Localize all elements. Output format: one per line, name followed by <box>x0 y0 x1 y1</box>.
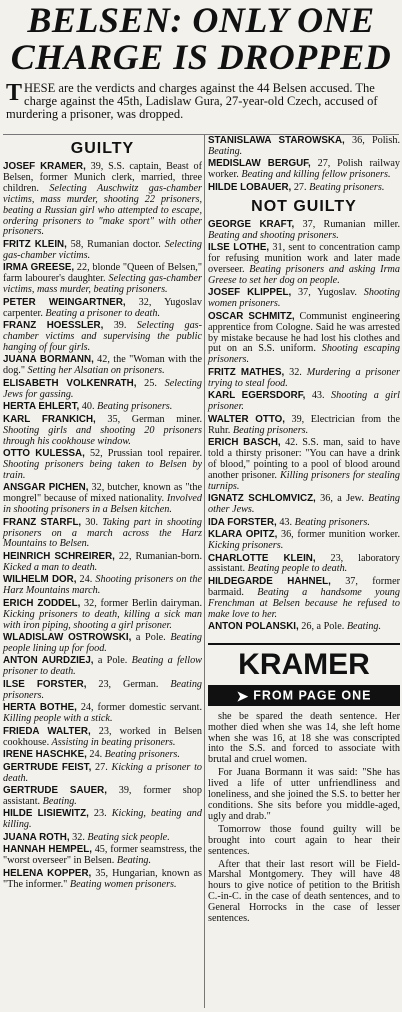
defendant-charge: Beating a handsome young Frenchman at Belsen because he refused to make love to her. <box>208 586 400 620</box>
defendant-entry <box>208 554 400 576</box>
defendant-charge: Beating other Jews. <box>208 493 400 516</box>
defendant-entry <box>208 391 400 413</box>
not-guilty-list <box>208 220 400 633</box>
defendant-charge: Murdering a prisoner trying to steal food. <box>208 366 400 389</box>
defendant-entry <box>3 833 202 844</box>
guilty-list <box>3 162 202 891</box>
defendant-details: 30. <box>81 516 99 528</box>
defendant-entry <box>208 159 400 181</box>
defendant-entry <box>3 240 202 262</box>
defendant-details: 27. <box>291 181 307 193</box>
banner-text: FROM PAGE ONE <box>253 688 372 703</box>
defendant-name: STANISLAWA STAROWSKA, <box>208 135 345 146</box>
defendant-entry <box>3 763 202 785</box>
defendant-name: JUANA ROTH, <box>3 831 70 843</box>
defendant-entry <box>3 869 202 891</box>
guilty-heading: GUILTY <box>70 140 135 157</box>
defendant-charge: Beating. <box>114 855 152 867</box>
defendant-details: 32, butcher, known as "the mongrel" because of mixed nationality. <box>3 482 202 505</box>
defendant-entry <box>208 220 400 242</box>
defendant-charge: Beating. <box>344 621 382 633</box>
defendant-entry <box>3 786 202 808</box>
defendant-charge: Shooting girls and shooting 20 prisoners through his cookhouse window. <box>3 424 202 447</box>
defendant-charge: Beating a fellow prisoner to death. <box>3 655 202 678</box>
defendant-name: FRIEDA WALTER, <box>3 725 91 737</box>
defendant-charge: Beating and killing fellow prisoners. <box>238 169 391 181</box>
defendant-name: KLARA OPITZ, <box>208 529 278 541</box>
defendant-details: 24. <box>86 749 103 761</box>
defendant-charge: Beating. <box>208 145 243 157</box>
article-paragraph: After that their last resort will be Field-Marshal Montgomery. They will have 48 hours to give notice of petition to the British C.-in-C. in the case of death sentences, and to General Horrocks in the case of lesser sentences. <box>208 858 400 925</box>
defendant-details: Communist engineering apprentice from Cologne. Said he was arrested by mistake because he had lost his clothes and put on an S.S. uniform. <box>208 310 400 355</box>
defendant-entry <box>3 575 202 597</box>
defendant-entry <box>3 402 202 413</box>
defendant-details: 24, former domestic servant. <box>76 702 203 714</box>
defendant-entry <box>208 243 400 287</box>
defendant-name: HILDE LISIEWITZ, <box>3 808 89 820</box>
defendant-details: 31, sent to concentration camp for refusing munition work and later made overseer. <box>208 242 400 275</box>
intro-paragraph <box>6 82 398 121</box>
from-page-one-banner <box>208 685 400 706</box>
defendant-entry <box>3 656 202 678</box>
defendant-charge: Kicking a prisoner to death. <box>3 761 203 784</box>
defendant-name: ILSE FORSTER, <box>3 678 87 690</box>
defendant-entry <box>208 518 400 529</box>
defendant-details: 23, laboratory assistant. <box>208 552 400 575</box>
defendant-details: 24. <box>76 574 93 586</box>
article-paragraph: Tomorrow those found guilty will be brought into court again to hear their sentences. <box>208 823 400 857</box>
defendant-details: 36, Polish. <box>344 135 400 146</box>
defendant-details: 40. <box>79 401 95 413</box>
defendant-name: GEORGE KRAFT, <box>208 218 295 230</box>
defendant-charge: Beating prisoners. <box>3 678 203 701</box>
defendant-entry <box>3 483 202 516</box>
defendant-name: GERTRUDE FEIST, <box>3 761 92 773</box>
right-column <box>208 136 400 927</box>
defendant-entry <box>208 288 400 310</box>
column-divider <box>204 134 205 1008</box>
defendant-details: 22, Rumanian-born. <box>114 550 202 562</box>
defendant-entry <box>3 415 202 448</box>
defendant-entry <box>208 530 400 552</box>
defendant-charge: Beating prisoners. <box>102 749 180 761</box>
defendant-name: FRANZ STARFL, <box>3 516 82 528</box>
defendant-entry <box>3 845 202 867</box>
headline-line-2: CHARGE IS DROPPED <box>10 37 392 77</box>
defendant-entry <box>3 703 202 725</box>
defendant-details: 32. <box>284 366 302 378</box>
defendant-name: ILSE LOTHE, <box>208 242 270 254</box>
defendant-charge: Selecting gas-chamber victims and supervising the public hanging of four girls. <box>3 320 203 353</box>
defendant-entry <box>208 136 400 158</box>
defendant-name: HILDEGARDE HAHNEL, <box>208 575 331 587</box>
defendant-entry <box>3 633 202 655</box>
defendant-charge: Killing prisoners for stealing turnips. <box>208 469 400 492</box>
defendant-details: 43. <box>276 516 293 528</box>
defendant-name: ANTON POLANSKI, <box>208 621 299 633</box>
defendant-charge: Taking part in shooting prisoners on a march across the Harz Mountains to Belsen. <box>3 516 202 550</box>
defendant-name: JOSEF KLIPPEL, <box>208 287 292 299</box>
defendant-name: OSCAR SCHMITZ, <box>208 310 295 322</box>
defendant-charge: Kicking prisoners. <box>208 540 284 552</box>
defendant-name: ERICH BASCH, <box>208 437 281 449</box>
defendant-charge: Selecting Jews for gassing. <box>3 377 202 400</box>
defendant-name: FRITZ KLEIN, <box>3 238 67 250</box>
defendant-entry <box>208 312 400 367</box>
defendant-charge: Beating prisoners and asking Irma Greese to set her dog on people. <box>208 263 400 286</box>
defendant-name: ANTON AURDZIEJ, <box>3 655 94 667</box>
defendant-entry <box>3 809 202 831</box>
left-column <box>3 136 202 892</box>
defendant-details: 39, former shop assistant. <box>3 785 202 807</box>
defendant-charge: Beating people lining up for food. <box>3 632 203 654</box>
defendant-details: 37, Yugoslav. <box>291 287 357 299</box>
defendant-name: WALTER OTTO, <box>208 413 286 425</box>
defendant-charge: Beating prisoners. <box>230 424 309 436</box>
defendant-name: MEDISLAW BERGUF, <box>208 158 311 170</box>
defendant-charge: Beating sick people. <box>84 831 170 843</box>
defendant-charge: Shooting prisoners on the Harz Mountains march. <box>3 574 202 597</box>
defendant-details: a Pole. <box>131 632 166 644</box>
defendant-details: 23. <box>88 808 107 820</box>
defendant-details: 42, the "Woman with the dog." <box>3 354 202 377</box>
defendant-charge: Setting her Alsatian on prisoners. <box>25 365 165 377</box>
defendant-name: OTTO KULESSA, <box>3 448 85 459</box>
defendant-charge: Beating prisoners. <box>292 516 370 528</box>
defendant-details: 35, Hungarian, known as "The informer." <box>3 867 202 890</box>
defendant-charge: Beating prisoners. <box>94 401 173 413</box>
defendant-entry <box>3 449 202 482</box>
defendant-entry <box>208 183 400 194</box>
defendant-charge: Selecting gas-chamber victims. <box>3 238 202 261</box>
defendant-charge: Kicking, beating and killing. <box>3 808 202 831</box>
defendant-details: a Pole. <box>93 655 128 667</box>
defendant-name: IGNATZ SCHLOMVICZ, <box>208 493 316 505</box>
defendant-name: PETER WEINGARTNER, <box>3 296 126 308</box>
drop-cap: T <box>6 80 23 106</box>
defendant-entry <box>3 750 202 761</box>
headline-line-1: BELSEN: ONLY ONE <box>27 0 375 40</box>
defendant-name: JUANA BORMANN, <box>3 354 94 366</box>
defendant-name: HEINRICH SCHREIRER, <box>3 550 115 562</box>
defendant-name: ERICH ZODDEL, <box>3 597 81 609</box>
defendant-name: CHARLOTTE KLEIN, <box>208 552 316 564</box>
defendant-details: 52, Prussian tool repairer. <box>84 448 202 459</box>
defendant-details: 37, former barmaid. <box>208 575 400 598</box>
defendant-charge: Beating prisoners. <box>306 181 385 193</box>
defendant-details: 32. <box>69 831 85 843</box>
defendant-details: 26, a Pole. <box>298 621 345 633</box>
defendant-entry <box>208 494 400 516</box>
defendant-entry <box>3 321 202 354</box>
defendant-details: 27. <box>91 761 108 773</box>
defendant-entry <box>3 263 202 296</box>
defendant-entry <box>208 415 400 437</box>
defendant-details: 39, S.S. captain, Beast of Belsen, former Munich clerk, married, three children. <box>3 161 202 194</box>
kramer-article-body <box>208 712 400 925</box>
defendant-details: 23, worked in Belsen cookhouse. <box>3 725 202 748</box>
defendant-name: HANNAH HEMPEL, <box>3 844 92 856</box>
defendant-entry <box>3 162 202 238</box>
defendant-entry <box>3 552 202 574</box>
defendant-name: WLADISLAW OSTROWSKI, <box>3 632 132 644</box>
defendant-entry <box>3 599 202 632</box>
defendant-charge: Kicked a man to death. <box>3 561 98 573</box>
defendant-charge: Assisting in beating prisoners. <box>49 736 176 748</box>
defendant-details: 39. <box>103 320 127 332</box>
defendant-name: HELENA KOPPER, <box>3 867 92 879</box>
defendant-details: 45, former seamstress, the "worst overseer" in Belsen. <box>3 844 203 867</box>
defendant-name: FRITZ MATHES, <box>208 366 285 378</box>
defendant-details: 23, German. <box>86 678 159 690</box>
defendant-entry <box>208 368 400 390</box>
defendant-details: 37, Rumanian miller. <box>294 218 400 230</box>
defendant-entry <box>3 680 202 702</box>
defendant-charge: Involved in shooting prisoners in a Belsen kitchen. <box>3 493 202 516</box>
defendant-entry <box>208 438 400 493</box>
defendant-name: IDA FORSTER, <box>208 516 277 528</box>
defendant-details: 22, blonde "Queen of Belsen," farm labourer's daughter. <box>3 262 202 285</box>
defendant-charge: Shooting women prisoners. <box>208 287 400 310</box>
defendant-name: HILDE LOBAUER, <box>208 181 292 193</box>
defendant-details: 42. S.S. man, said to have told a thirsty prisoner: "You can have a drink of blood," pointing to a pool of blood around another prisoner. <box>208 437 400 481</box>
defendant-charge: Beating people to death. <box>245 563 348 575</box>
defendant-charge: Beating and shooting prisoners. <box>208 229 339 241</box>
defendant-name: IRMA GREESE, <box>3 262 75 274</box>
defendant-details: 43. <box>305 390 325 402</box>
defendant-entry <box>3 379 202 401</box>
defendant-details: 39, Electrician from the Ruhr. <box>208 413 400 436</box>
defendant-charge: Killing people with a stick. <box>3 713 113 725</box>
defendant-details: 25. <box>136 377 157 389</box>
defendant-charge: Shooting escaping prisoners. <box>208 343 400 366</box>
defendant-name: KARL FRANKICH, <box>3 413 96 425</box>
defendant-details: 35, German miner. <box>95 413 202 425</box>
not-guilty-heading: NOT GUILTY <box>251 197 357 215</box>
kramer-heading: KRAMER <box>208 643 400 681</box>
defendant-name: HERTA EHLERT, <box>3 401 80 413</box>
article-paragraph: she be spared the death sentence. Her mother died when she was 14, she left home when she was 16, at 18 she was conscripted into the S.S. and forced to associate with brutal and cruel women. <box>208 710 400 766</box>
defendant-entry <box>3 355 202 377</box>
defendant-entry <box>3 518 202 551</box>
defendant-entry <box>208 622 400 633</box>
arrow-icon: ➤ <box>236 687 250 704</box>
defendant-charge: Shooting a girl prisoner. <box>208 390 400 413</box>
intro-text: HESE are the verdicts and charges against the 44 Belsen accused. The charge against the 45th, Ladislaw Gura, 27-year-old Czech, accused of murdering a prisoner, was dropped. <box>6 81 378 121</box>
defendant-name: KARL EGERSDORF, <box>208 390 306 402</box>
defendant-name: IRENE HASCHKE, <box>3 749 87 761</box>
defendant-details: 36, a Jew. <box>315 493 364 505</box>
defendant-name: ELISABETH VOLKENRATH, <box>3 377 137 389</box>
defendant-details: 36, former munition worker. <box>277 529 401 541</box>
defendant-name: JOSEF KRAMER, <box>3 161 86 172</box>
guilty-list-continued <box>208 136 400 194</box>
defendant-name: WILHELM DOR, <box>3 574 77 586</box>
defendant-name: HERTA BOTHE, <box>3 702 77 714</box>
defendant-details: 58, Rumanian doctor. <box>66 238 161 250</box>
defendant-name: GERTRUDE SAUER, <box>3 785 107 796</box>
defendant-name: ANSGAR PICHEN, <box>3 482 89 494</box>
defendant-details: 32, Yugoslav carpenter. <box>3 296 202 319</box>
defendant-charge: Beating women prisoners. <box>67 878 177 890</box>
defendant-entry <box>3 298 202 320</box>
defendant-details: 32, former Berlin dairyman. <box>80 597 203 609</box>
article-paragraph: For Juana Bormann it was said: "She has lived a life of utter unfriendliness and loneliness, and she joined the S.S. to better her conditions. She sits before you middle-aged, ugly and drab." <box>208 767 400 822</box>
defendant-charge: Beating. <box>40 795 77 807</box>
defendant-charge: Kicking prisoners to death, killing a sick man with iron piping, shooting a girl prisoner. <box>3 608 202 631</box>
defendant-charge: Shooting prisoners being taken to Belsen by train. <box>3 458 202 481</box>
defendant-details: 27, Polish railway worker. <box>208 158 401 181</box>
defendant-entry <box>208 577 400 621</box>
defendant-name: FRANZ HOESSLER, <box>3 320 104 332</box>
defendant-charge: Selecting gas-chamber victims, mass murder, beating prisoners. <box>3 273 202 296</box>
defendant-charge: Selecting Auschwitz gas-chamber victims, mass murder, shooting 22 prisoners, beating a Russian girl who attempted to escape, ordering prisoners to "make sport" with other prisoners. <box>3 182 202 238</box>
defendant-charge: Beating a prisoner to death. <box>42 307 161 319</box>
defendant-entry <box>3 727 202 749</box>
